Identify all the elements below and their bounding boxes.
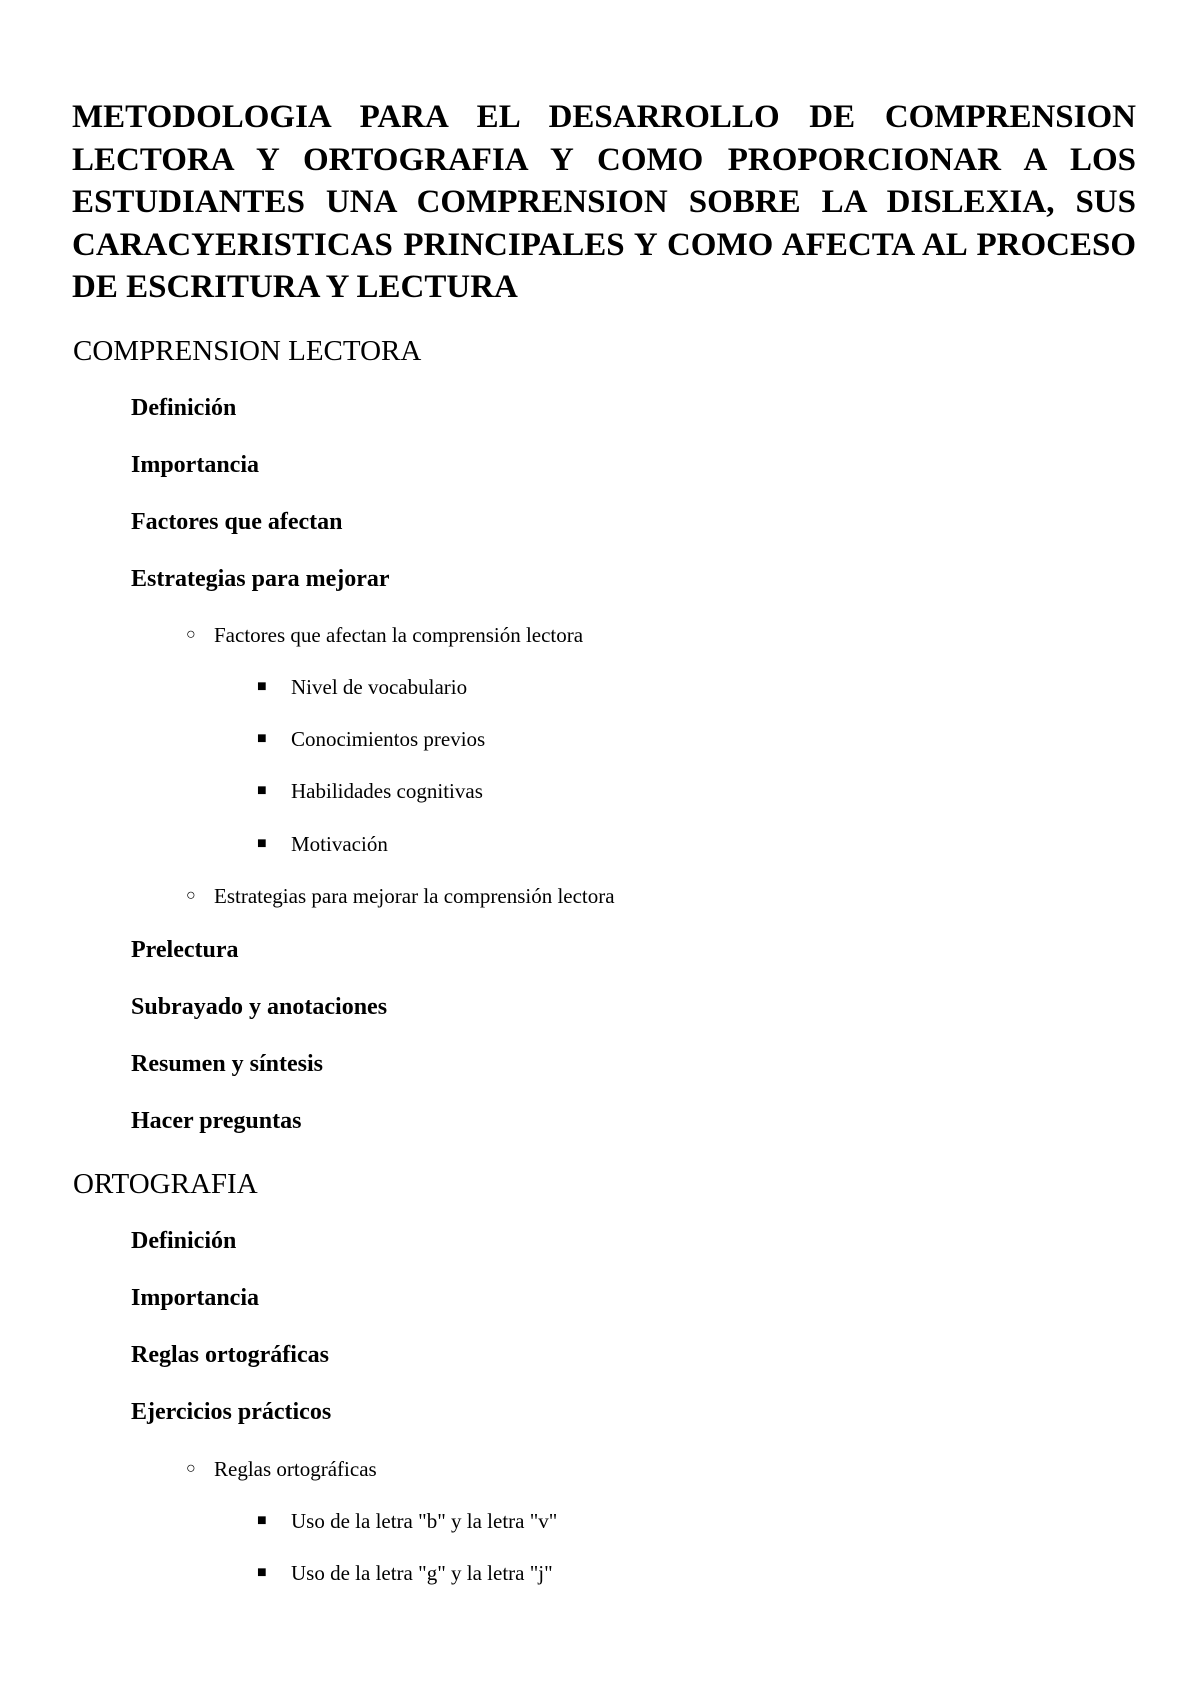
item-factores-que-afectan: Factores que afectan <box>131 509 343 535</box>
list-item-label: Uso de la letra "b" y la letra "v" <box>291 1509 558 1533</box>
item-prelectura: Prelectura <box>131 937 239 963</box>
item-estrategias-para-mejorar: Estrategias para mejorar <box>131 566 390 592</box>
list-item <box>257 777 483 805</box>
item-hacer-preguntas: Hacer preguntas <box>131 1108 302 1134</box>
section-heading-comprension-lectora: COMPRENSION LECTORA <box>73 335 422 367</box>
list-item <box>186 882 615 910</box>
list-item-label: Factores que afectan la comprensión lectora <box>214 623 584 647</box>
list-item <box>186 1455 377 1483</box>
list-item-label: Conocimientos previos <box>291 727 486 751</box>
square-bullet-icon: ■ <box>257 1512 267 1529</box>
item-definicion: Definición <box>131 395 237 421</box>
item-subrayado-y-anotaciones: Subrayado y anotaciones <box>131 994 388 1020</box>
item-importancia: Importancia <box>131 1285 259 1311</box>
list-item-label: Uso de la letra "g" y la letra "j" <box>291 1561 553 1585</box>
square-bullet-icon: ■ <box>257 1564 267 1581</box>
list-item <box>257 1559 553 1587</box>
square-bullet-icon: ■ <box>257 730 267 747</box>
item-importancia: Importancia <box>131 452 259 478</box>
list-item <box>257 1507 557 1535</box>
square-bullet-icon: ■ <box>257 782 267 799</box>
hollow-circle-bullet-icon: ○ <box>186 1460 196 1477</box>
item-resumen-y-sintesis: Resumen y síntesis <box>131 1051 324 1077</box>
square-bullet-icon: ■ <box>257 835 267 852</box>
item-definicion: Definición <box>131 1228 237 1254</box>
hollow-circle-bullet-icon: ○ <box>186 887 196 904</box>
document-title: METODOLOGIA PARA EL DESARROLLO DE COMPRENSION LECTORA Y ORTOGRAFIA Y COMO PROPORCIONAR A LOS ESTUDIANTES UNA COMPRENSION SOBRE LA DISLEXIA, SUS CARACYERISTICAS PRINCIPALES Y COMO AFECTA AL PROCESO DE ESCRITURA Y LECTURA <box>72 99 1136 305</box>
list-item-label: Motivación <box>291 832 388 856</box>
list-item-label: Reglas ortográficas <box>214 1457 377 1481</box>
list-item <box>257 725 485 753</box>
section-heading-ortografia: ORTOGRAFIA <box>73 1168 258 1200</box>
hollow-circle-bullet-icon: ○ <box>186 626 196 643</box>
list-item <box>257 673 467 701</box>
list-item <box>186 621 583 649</box>
list-item-label: Habilidades cognitivas <box>291 779 483 803</box>
list-item-label: Nivel de vocabulario <box>291 675 468 699</box>
list-item-label: Estrategias para mejorar la comprensión lectora <box>214 884 615 908</box>
square-bullet-icon: ■ <box>257 678 267 695</box>
list-item <box>257 830 388 858</box>
item-ejercicios-practicos: Ejercicios prácticos <box>131 1399 332 1425</box>
item-reglas-ortograficas: Reglas ortográficas <box>131 1342 329 1368</box>
